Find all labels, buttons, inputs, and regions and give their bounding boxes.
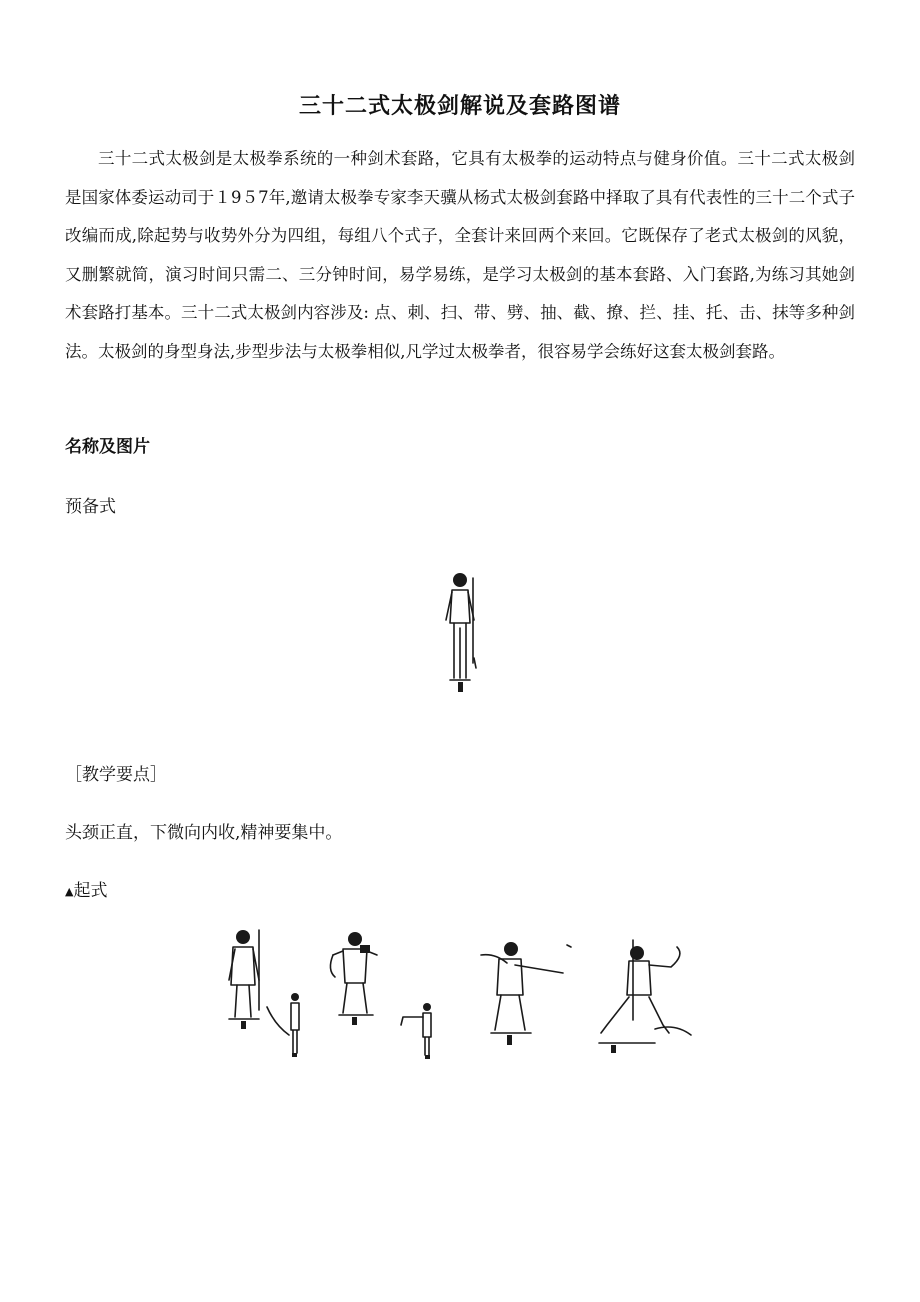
opening-figure-2 [330, 932, 377, 1025]
pose-name-opening: 起式 [73, 881, 108, 901]
intro-paragraph: 三十二式太极剑是太极拳系统的一种剑术套路，它具有太极拳的运动特点与健身价值。三十二式太极剑是国家体委运动司于１9５7年,邀请太极拳专家李天骥从杨式太极剑套路中择取了具有代表性的三十二个式子改编而成,除起势与收势外分为四组，每组八个式子，全套计来回两个来回。它既保存了老式太极剑的风貌，又删繁就简，演习时间只需二、三分钟时间，易学易练，是学习太极剑的基本套路、入门套路,为练习其她剑术套路打基本。三十二式太极剑内容涉及: 点、刺、扫、带、劈、抽、截、撩、拦、挂、托、击、抹等多种剑法。太极剑的身型身法,步型步法与太极拳相似,凡学过太极拳者，很容易学会练好这套太极剑套路。 [65, 149, 855, 361]
opening-sequence-illustration [215, 925, 705, 1065]
teaching-points-label: ［教学要点］ [65, 765, 167, 785]
bullet-icon: ▲ [65, 885, 74, 898]
opening-figure-4 [599, 940, 691, 1053]
opening-figure-3 [481, 942, 571, 1045]
opening-figure-2-side [401, 1003, 431, 1059]
pose-name-preparation: 预备式 [65, 497, 116, 517]
opening-figure-1 [229, 930, 259, 1029]
teaching-points-text: 头颈正直，下微向内收,精神要集中。 [65, 823, 343, 843]
section-heading: 名称及图片 [65, 437, 150, 457]
opening-figure-1-side [267, 993, 299, 1057]
preparation-stance-illustration [430, 568, 490, 698]
page-title: 三十二式太极剑解说及套路图谱 [298, 92, 621, 119]
pose-heading-opening [65, 876, 107, 901]
